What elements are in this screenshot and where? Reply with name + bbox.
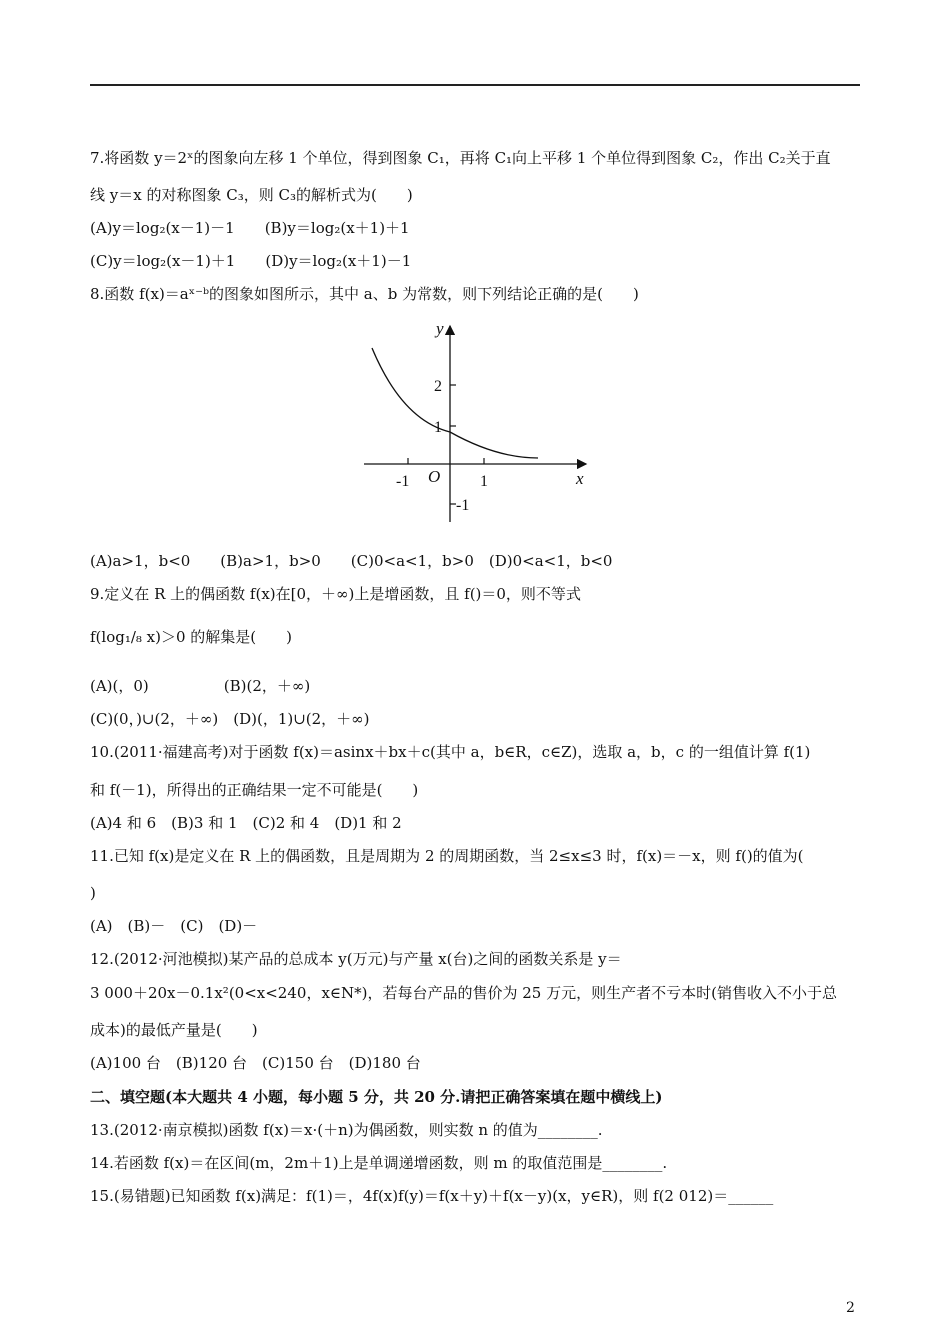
question-7-options-ab: (A)y＝log₂(x－1)－1 (B)y＝log₂(x＋1)＋1 — [90, 219, 410, 237]
question-14: 14.若函数 f(x)＝在区间(m，2m＋1)上是单调递增函数，则 m 的取值范围是________. — [90, 1154, 668, 1172]
question-10-line-1: 10.(2011·福建高考)对于函数 f(x)＝asinx＋bx＋c(其中 a，b∈R，c∈Z)，选取 a，b，c 的一组值计算 f(1) — [90, 743, 811, 761]
question-8-options: (A)a>1，b<0 (B)a>1，b>0 (C)0<a<1，b>0 (D)0<a<1，b<0 — [90, 552, 613, 570]
question-9-options-cd: (C)(0，)∪(2，＋∞) (D)(，1)∪(2，＋∞) — [90, 710, 370, 728]
question-12-line-2: 3 000＋20x－0.1x²(0<x<240，x∈N*)，若每台产品的售价为 25 万元，则生产者不亏本时(销售收入不小于总 — [90, 984, 837, 1002]
y-tick-label-1: 1 — [434, 419, 442, 436]
y-tick-label-2: 2 — [434, 378, 442, 395]
y-axis-label: y — [436, 319, 444, 338]
question-8-stem: 8.函数 f(x)＝aˣ⁻ᵇ的图象如图所示，其中 a、b 为常数，则下列结论正确的是( ) — [90, 285, 639, 303]
question-9-stem-1: 9.定义在 R 上的偶函数 f(x)在[0，＋∞)上是增函数，且 f()＝0，则不等式 — [90, 585, 581, 603]
question-13: 13.(2012·南京模拟)函数 f(x)＝x·(＋n)为偶函数，则实数 n 的值为________. — [90, 1121, 603, 1139]
question-9-options-ab: (A)(，0) (B)(2，＋∞) — [90, 677, 311, 695]
question-7-line-1: 7.将函数 y＝2ˣ的图象向左移 1 个单位，得到图象 C₁，再将 C₁向上平移 1 个单位得到图象 C₂，作出 C₂关于直 — [90, 149, 831, 167]
question-9-stem-2: f(log₁/₈ x)＞0 的解集是( ) — [90, 628, 293, 646]
section-two-heading: 二、填空题(本大题共 4 小题，每小题 5 分，共 20 分.请把正确答案填在题中横线上) — [90, 1088, 663, 1106]
question-11-line-1: 11.已知 f(x)是定义在 R 上的偶函数，且是周期为 2 的周期函数，当 2≤x≤3 时，f(x)＝－x，则 f()的值为( — [90, 847, 804, 865]
question-12-line-3: 成本)的最低产量是( ) — [90, 1021, 258, 1039]
question-12-options: (A)100 台 (B)120 台 (C)150 台 (D)180 台 — [90, 1054, 421, 1072]
question-11-line-2: ) — [90, 884, 96, 902]
question-10-line-2: 和 f(－1)，所得出的正确结果一定不可能是( ) — [90, 781, 419, 799]
x-axis-label: x — [576, 469, 584, 488]
origin-label: O — [428, 467, 441, 486]
function-curve — [372, 348, 538, 458]
x-tick-label-neg1: -1 — [396, 473, 410, 490]
header-rule — [90, 84, 860, 86]
question-10-options: (A)4 和 6 (B)3 和 1 (C)2 和 4 (D)1 和 2 — [90, 814, 402, 832]
question-15: 15.(易错题)已知函数 f(x)满足：f(1)＝，4f(x)f(y)＝f(x＋y)＋f(x－y)(x，y∈R)，则 f(2 012)＝______ — [90, 1187, 774, 1205]
y-tick-label-neg1: -1 — [456, 497, 470, 514]
question-7-line-2: 线 y＝x 的对称图象 C₃，则 C₃的解析式为( ) — [90, 186, 413, 204]
question-11-options: (A) (B)－ (C) (D)－ — [90, 917, 258, 935]
question-7-options-cd: (C)y＝log₂(x－1)＋1 (D)y＝log₂(x＋1)－1 — [90, 252, 412, 270]
exponential-function-graph — [362, 318, 594, 526]
x-tick-label-1: 1 — [480, 473, 488, 490]
page-number: 2 — [846, 1300, 855, 1316]
question-12-line-1: 12.(2012·河池模拟)某产品的总成本 y(万元)与产量 x(台)之间的函数关系是 y＝ — [90, 950, 622, 968]
